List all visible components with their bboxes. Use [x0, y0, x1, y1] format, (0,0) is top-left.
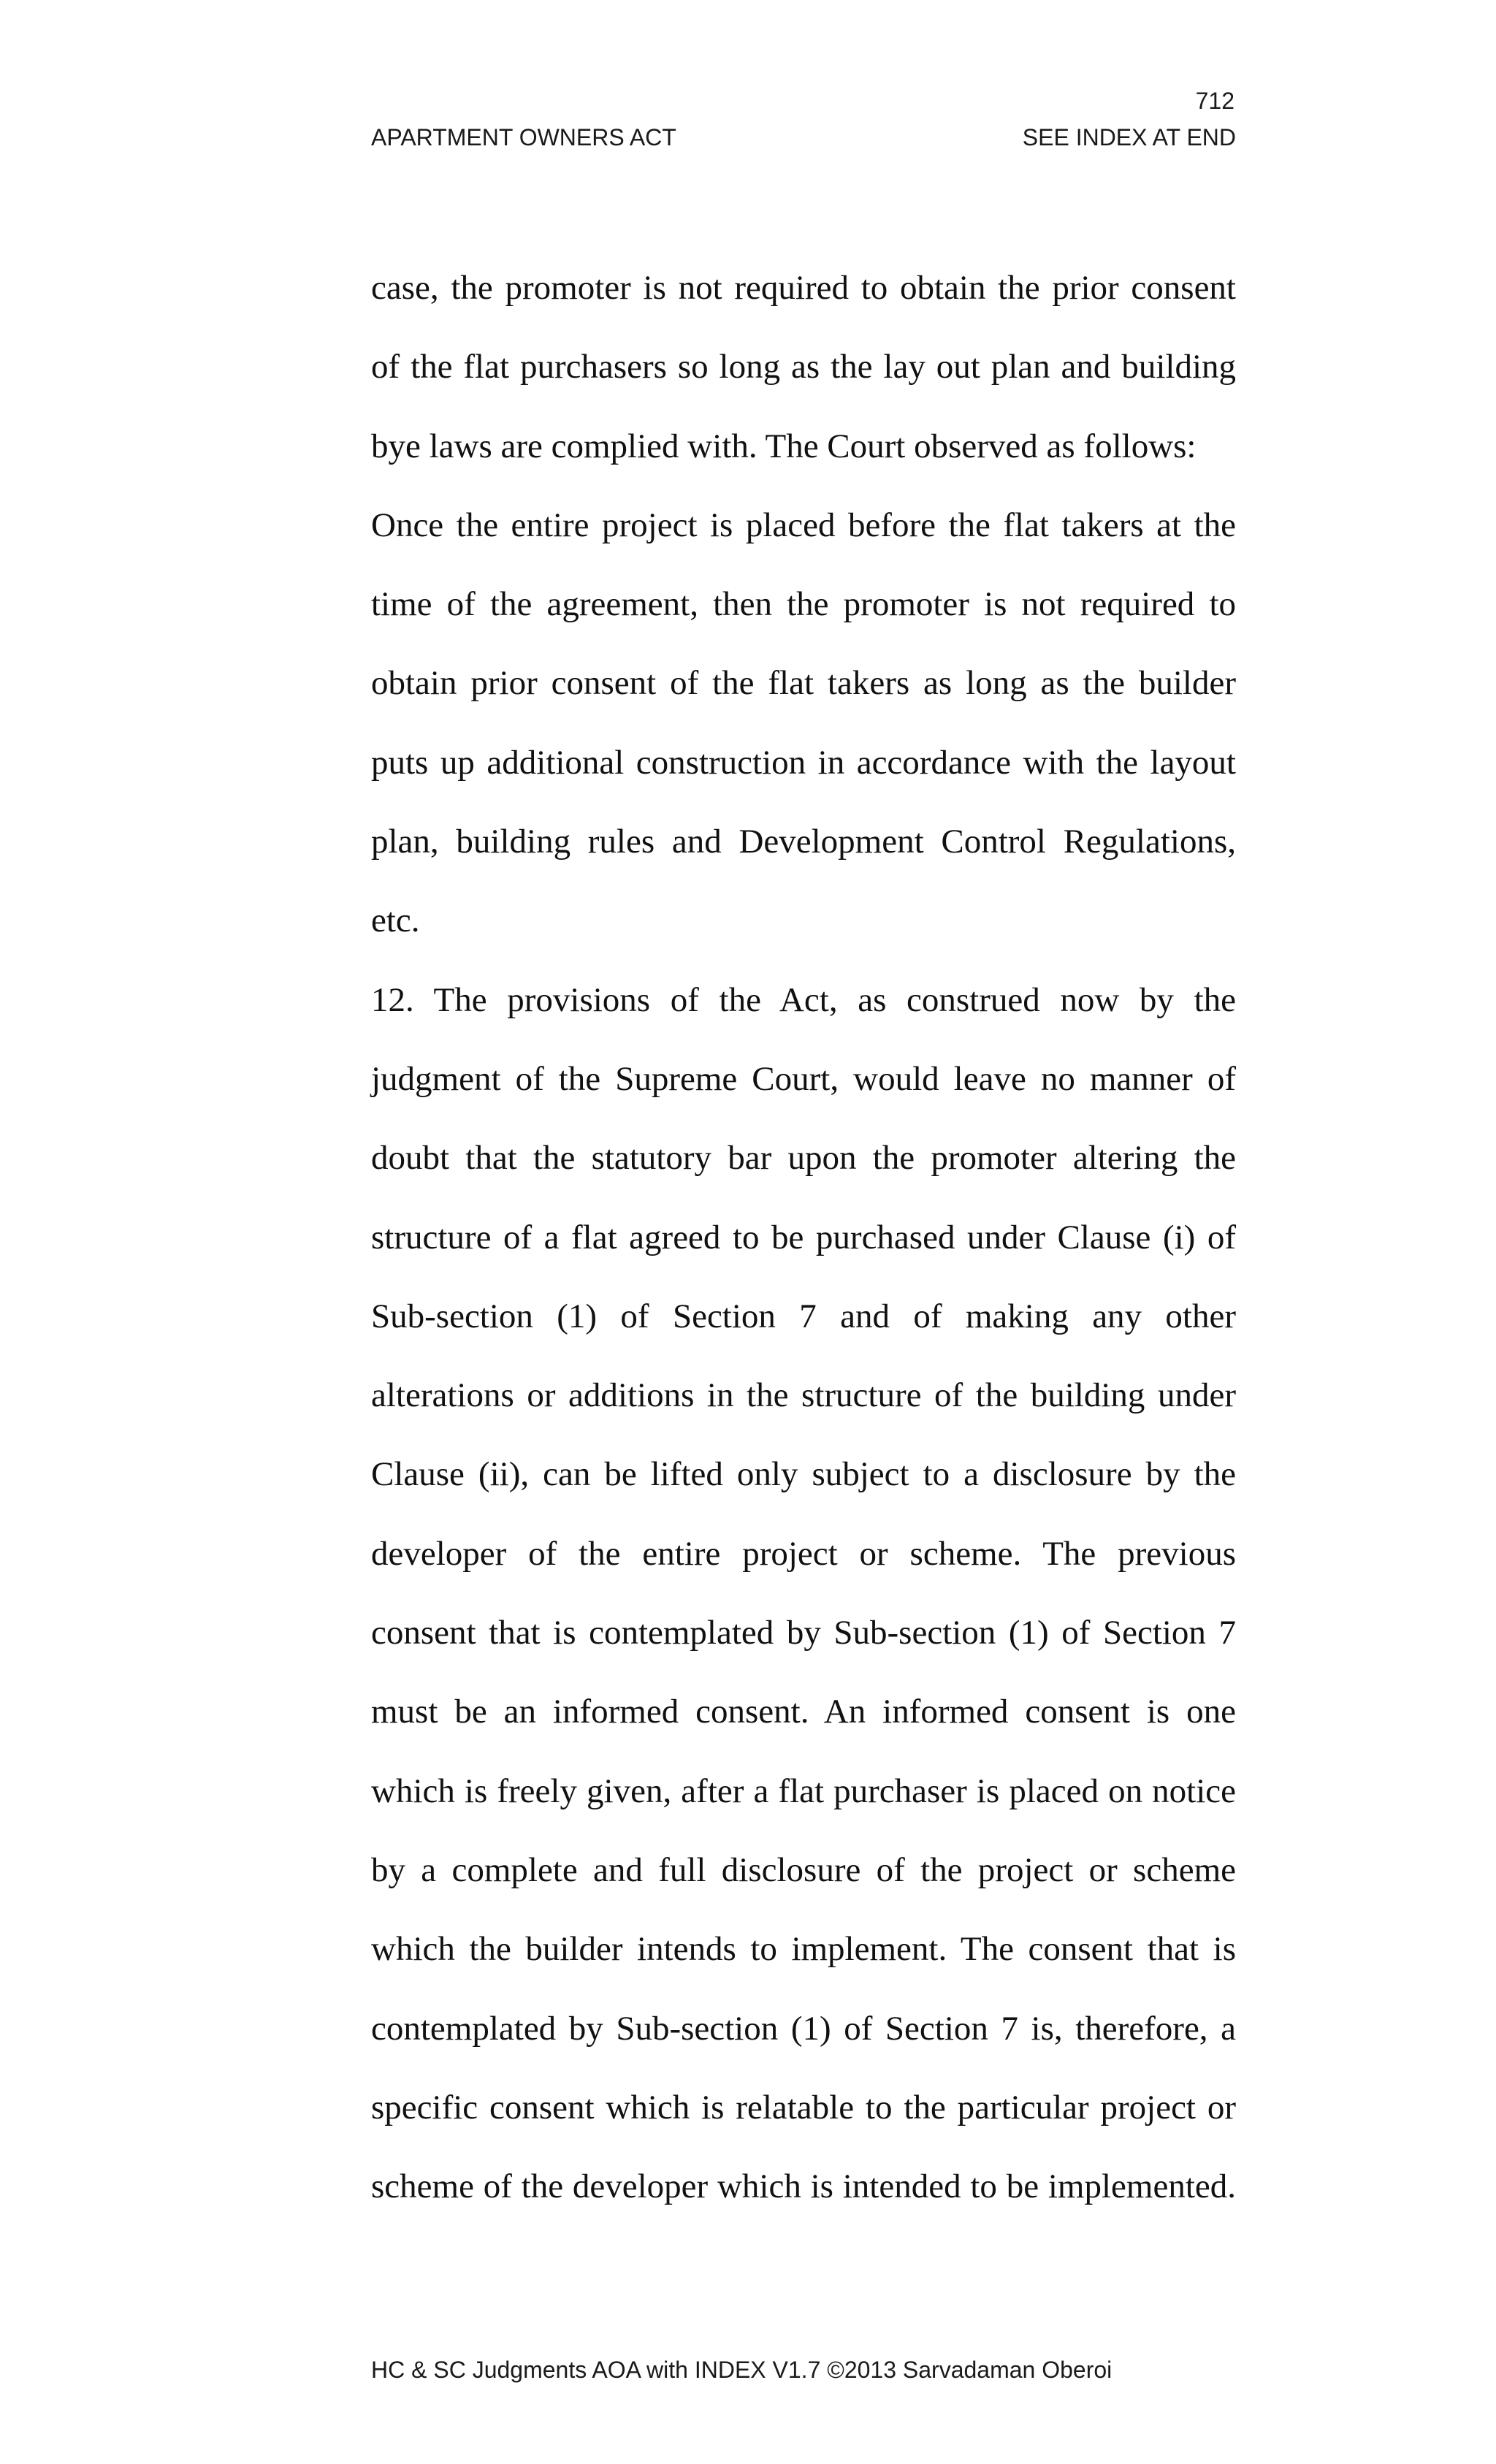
text-line: must be an informed consent. An informed consent is one: [371, 1693, 1236, 1731]
text-line: alterations or additions in the structure of the building under: [371, 1376, 1236, 1415]
text-line: which the builder intends to implement. The consent that is: [371, 1930, 1236, 1969]
text-line: etc.: [371, 901, 420, 940]
text-line: consent that is contemplated by Sub-section (1) of Section 7: [371, 1614, 1236, 1652]
text-line: puts up additional construction in accordance with the layout: [371, 743, 1236, 782]
text-line: Clause (ii), can be lifted only subject to a disclosure by the: [371, 1455, 1236, 1494]
text-line: case, the promoter is not required to obtain the prior consent: [371, 269, 1236, 307]
text-line: time of the agreement, then the promoter is not required to: [371, 585, 1236, 624]
header-act-title: APARTMENT OWNERS ACT: [371, 124, 676, 150]
judgment-text: [371, 248, 1236, 2226]
page-number: 712: [1195, 88, 1234, 114]
text-line: developer of the entire project or scheme. The previous: [371, 1534, 1236, 1573]
text-line: Once the entire project is placed before the flat takers at the: [371, 506, 1236, 544]
header-index-note: SEE INDEX AT END: [1022, 124, 1236, 150]
text-line: Sub-section (1) of Section 7 and of making any other: [371, 1297, 1236, 1335]
text-line: of the flat purchasers so long as the lay out plan and building: [371, 348, 1236, 386]
text-line: structure of a flat agreed to be purchased under Clause (i) of: [371, 1218, 1236, 1256]
text-line: contemplated by Sub-section (1) of Section 7 is, therefore, a: [371, 2009, 1236, 2048]
text-line: doubt that the statutory bar upon the promoter altering the: [371, 1139, 1236, 1178]
text-line: scheme of the developer which is intended to be implemented.: [371, 2167, 1236, 2206]
text-line: judgment of the Supreme Court, would leave no manner of: [371, 1059, 1236, 1098]
running-header: [371, 121, 1236, 153]
page-footer: HC & SC Judgments AOA with INDEX V1.7 ©2013 Sarvadaman Oberoi: [371, 2357, 1113, 2383]
text-line: plan, building rules and Development Control Regulations,: [371, 823, 1236, 861]
text-line: 12. The provisions of the Act, as construed now by the: [371, 980, 1236, 1019]
text-line: specific consent which is relatable to the particular project or: [371, 2088, 1236, 2127]
text-line: bye laws are complied with. The Court observed as follows:: [371, 427, 1197, 465]
text-line: obtain prior consent of the flat takers as long as the builder: [371, 664, 1236, 703]
text-line: which is freely given, after a flat purchaser is placed on notice: [371, 1771, 1236, 1810]
text-line: by a complete and full disclosure of the project or scheme: [371, 1850, 1236, 1889]
